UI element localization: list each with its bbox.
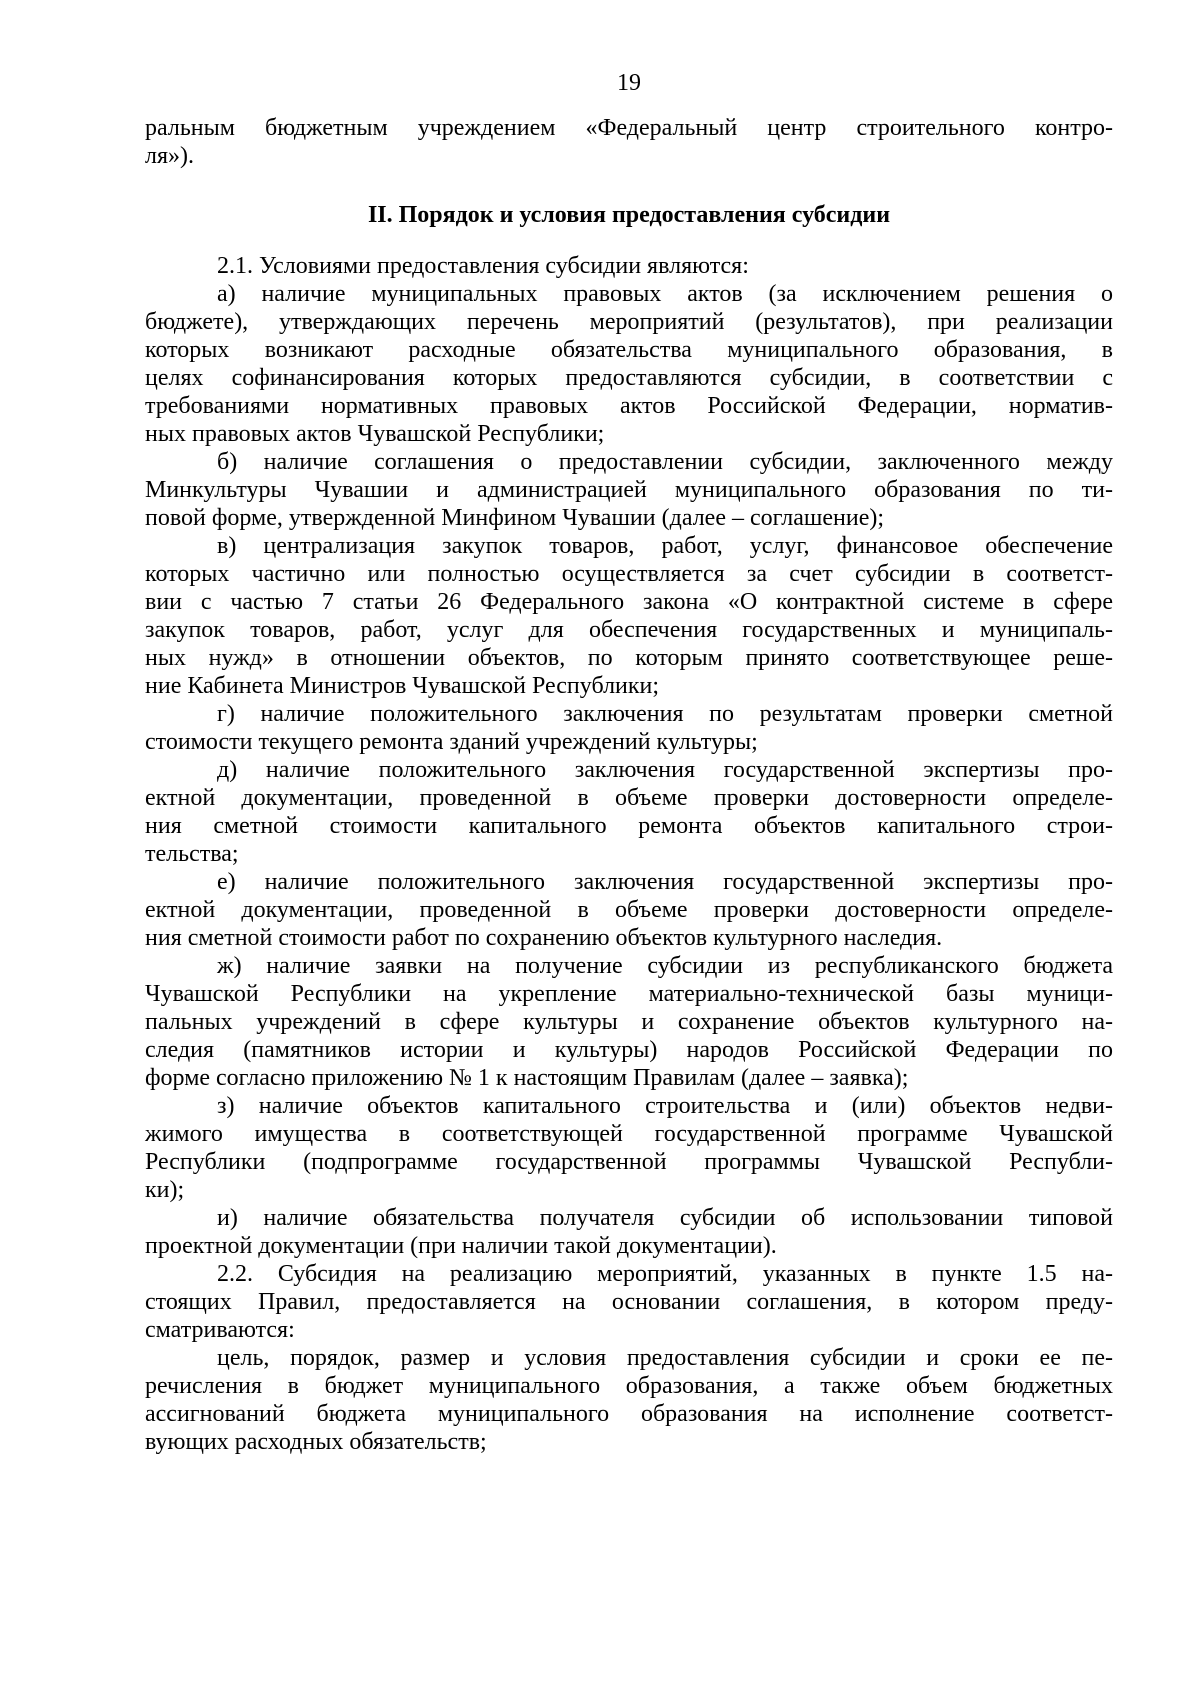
paragraph bbox=[145, 1204, 1113, 1260]
text-line: целях софинансирования которых предоставляются субсидии, в соответствии с bbox=[145, 365, 1113, 391]
paragraph bbox=[145, 756, 1113, 868]
paragraph bbox=[145, 252, 1113, 280]
document-body bbox=[145, 114, 1113, 1456]
paragraph bbox=[145, 700, 1113, 756]
text-line: вии с частью 7 статьи 26 Федерального закона «О контрактной системе в сфере bbox=[145, 589, 1113, 615]
text-line: и) наличие обязательства получателя субсидии об использовании типовой bbox=[217, 1205, 1113, 1231]
text-line: стоящих Правил, предоставляется на основании соглашения, в котором преду- bbox=[145, 1289, 1113, 1315]
text-line: стоимости текущего ремонта зданий учреждений культуры; bbox=[145, 729, 758, 755]
text-line: цель, порядок, размер и условия предоставления субсидии и сроки ее пе- bbox=[217, 1345, 1113, 1371]
paragraph bbox=[145, 1260, 1113, 1344]
text-line: тельства; bbox=[145, 841, 239, 867]
paragraph bbox=[145, 532, 1113, 700]
text-line: ние Кабинета Министров Чувашской Республики; bbox=[145, 673, 660, 699]
text-line: 2.1. Условиями предоставления субсидии являются: bbox=[217, 253, 749, 279]
text-line: речисления в бюджет муниципального образования, а также объем бюджетных bbox=[145, 1373, 1113, 1399]
text-line: ля»). bbox=[145, 143, 195, 169]
text-line: сматриваются: bbox=[145, 1317, 295, 1343]
text-line: г) наличие положительного заключения по результатам проверки сметной bbox=[217, 701, 1113, 727]
paragraph bbox=[145, 1344, 1113, 1456]
text-line: требованиями нормативных правовых актов Российской Федерации, норматив- bbox=[145, 393, 1113, 419]
text-line: д) наличие положительного заключения государственной экспертизы про- bbox=[217, 757, 1113, 783]
paragraph bbox=[145, 280, 1113, 448]
text-line: е) наличие положительного заключения государственной экспертизы про- bbox=[217, 869, 1113, 895]
text-line: повой форме, утвержденной Минфином Чувашии (далее – соглашение); bbox=[145, 505, 885, 531]
text-line: следия (памятников истории и культуры) народов Российской Федерации по bbox=[145, 1037, 1113, 1063]
text-line: ектной документации, проведенной в объеме проверки достоверности определе- bbox=[145, 785, 1113, 811]
text-line: ки); bbox=[145, 1177, 185, 1203]
text-line: форме согласно приложению № 1 к настоящим Правилам (далее – заявка); bbox=[145, 1065, 909, 1091]
paragraph bbox=[145, 448, 1113, 532]
text-line: бюджете), утверждающих перечень мероприятий (результатов), при реализации bbox=[145, 309, 1113, 335]
text-line: ных нужд» в отношении объектов, по которым принято соответствующее реше- bbox=[145, 645, 1113, 671]
text-line: 2.2. Субсидия на реализацию мероприятий, указанных в пункте 1.5 на- bbox=[217, 1261, 1113, 1287]
text-line: Минкультуры Чувашии и администрацией муниципального образования по ти- bbox=[145, 477, 1113, 503]
text-line: ных правовых актов Чувашской Республики; bbox=[145, 421, 605, 447]
text-line: в) централизация закупок товаров, работ, услуг, финансовое обеспечение bbox=[217, 533, 1113, 559]
text-line: з) наличие объектов капитального строительства и (или) объектов недви- bbox=[217, 1093, 1113, 1119]
page-number: 19 bbox=[617, 70, 641, 96]
paragraph bbox=[145, 1092, 1113, 1204]
text-line: б) наличие соглашения о предоставлении субсидии, заключенного между bbox=[217, 449, 1113, 475]
text-line: проектной документации (при наличии такой документации). bbox=[145, 1233, 777, 1259]
text-line: пальных учреждений в сфере культуры и сохранение объектов культурного на- bbox=[145, 1009, 1113, 1035]
text-line: ния сметной стоимости капитального ремонта объектов капитального строи- bbox=[145, 813, 1113, 839]
text-line: ния сметной стоимости работ по сохранению объектов культурного наследия. bbox=[145, 925, 943, 951]
text-line: вующих расходных обязательств; bbox=[145, 1429, 487, 1455]
section-heading: II. Порядок и условия предоставления субсидии bbox=[367, 202, 891, 228]
text-line: жимого имущества в соответствующей государственной программе Чувашской bbox=[145, 1121, 1113, 1147]
text-line: которых частично или полностью осуществляется за счет субсидии в соответст- bbox=[145, 561, 1113, 587]
text-line: ассигнований бюджета муниципального образования на исполнение соответст- bbox=[145, 1401, 1113, 1427]
text-line: ектной документации, проведенной в объеме проверки достоверности определе- bbox=[145, 897, 1113, 923]
paragraph bbox=[145, 952, 1113, 1092]
text-line: а) наличие муниципальных правовых актов (за исключением решения о bbox=[217, 281, 1113, 307]
paragraph bbox=[145, 114, 1113, 170]
text-line: ж) наличие заявки на получение субсидии из республиканского бюджета bbox=[217, 953, 1113, 979]
text-line: ральным бюджетным учреждением «Федеральный центр строительного контро- bbox=[145, 115, 1113, 141]
paragraph bbox=[145, 868, 1113, 952]
text-line: которых возникают расходные обязательства муниципального образования, в bbox=[145, 337, 1113, 363]
text-line: Чувашской Республики на укрепление материально-технической базы муници- bbox=[145, 981, 1113, 1007]
text-line: Республики (подпрограмме государственной программы Чувашской Республи- bbox=[145, 1149, 1113, 1175]
text-line: закупок товаров, работ, услуг для обеспечения государственных и муниципаль- bbox=[145, 617, 1113, 643]
